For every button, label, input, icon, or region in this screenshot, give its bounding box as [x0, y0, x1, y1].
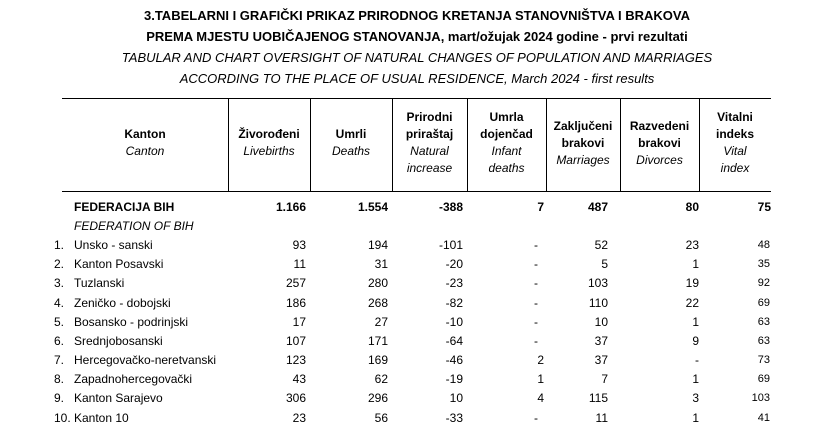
cell-vital-index: 103	[751, 392, 770, 404]
cell-livebirths: 17	[292, 315, 306, 329]
row-name: Kanton Sarajevo	[74, 391, 163, 405]
cell-infant-deaths: -	[534, 238, 538, 252]
cell-livebirths: 123	[285, 353, 306, 367]
row-name-en: FEDERATION OF BIH	[74, 219, 194, 233]
cell-vital-index: 92	[757, 277, 770, 289]
cell-deaths: 1.554	[357, 200, 388, 214]
row-number: 7.	[54, 353, 65, 367]
row-number: 8.	[54, 372, 65, 386]
cell-infant-deaths: -	[534, 411, 538, 425]
cell-deaths: 171	[367, 334, 388, 348]
cell-divorces: 1	[692, 372, 699, 386]
cell-infant-deaths: 2	[537, 353, 544, 367]
cell-divorces: 22	[685, 296, 699, 310]
row-number: 6.	[54, 334, 65, 348]
cell-natural-increase: -10	[445, 315, 463, 329]
cell-marriages: 5	[601, 257, 608, 271]
row-name: Hercegovačko-neretvanski	[74, 353, 217, 367]
table-row	[0, 351, 834, 370]
cell-deaths: 31	[374, 257, 388, 271]
cell-divorces: 1	[692, 315, 699, 329]
cell-divorces: 9	[692, 334, 699, 348]
table-row	[0, 313, 834, 332]
cell-livebirths: 93	[292, 238, 306, 252]
cell-vital-index: 41	[757, 412, 770, 424]
table-header-border	[62, 191, 771, 192]
cell-vital-index: 75	[757, 200, 771, 214]
table-row	[0, 294, 834, 313]
cell-infant-deaths: -	[534, 296, 538, 310]
row-number: 10.	[54, 411, 71, 425]
table-row-total-en	[0, 217, 834, 236]
row-number: 2.	[54, 257, 65, 271]
row-number: 4.	[54, 296, 65, 310]
row-name: Zeničko - dobojski	[74, 296, 171, 310]
cell-deaths: 280	[367, 276, 388, 290]
cell-infant-deaths: -	[534, 276, 538, 290]
cell-livebirths: 257	[285, 276, 306, 290]
row-number: 9.	[54, 391, 65, 405]
header-deaths: Umrli Deaths	[331, 127, 371, 158]
cell-vital-index: 69	[757, 297, 770, 309]
table-top-border	[62, 98, 771, 99]
row-name: FEDERACIJA BIH	[74, 200, 175, 214]
header-vital-index: Vitalni indeks Vital index	[715, 110, 754, 175]
cell-infant-deaths: -	[534, 315, 538, 329]
cell-natural-increase: 10	[449, 391, 463, 405]
table-row-total	[0, 198, 834, 217]
cell-livebirths: 11	[293, 257, 306, 271]
cell-marriages: 7	[601, 372, 608, 386]
row-name: Kanton Posavski	[74, 257, 164, 271]
cell-deaths: 194	[367, 238, 388, 252]
cell-marriages: 52	[594, 238, 608, 252]
cell-marriages: 487	[587, 200, 608, 214]
header-canton: Kanton Canton	[124, 127, 166, 158]
cell-marriages: 115	[588, 391, 608, 405]
cell-livebirths: 43	[292, 372, 306, 386]
cell-infant-deaths: 1	[537, 372, 544, 386]
cell-natural-increase: -33	[445, 411, 463, 425]
cell-livebirths: 23	[292, 411, 306, 425]
cell-divorces: 1	[692, 257, 699, 271]
row-number: 3.	[54, 276, 65, 290]
cell-deaths: 56	[374, 411, 388, 425]
cell-infant-deaths: 7	[537, 200, 544, 214]
row-name: Kanton 10	[74, 411, 129, 425]
cell-natural-increase: -82	[445, 296, 463, 310]
cell-natural-increase: -388	[438, 200, 463, 214]
title-line-1: 3.TABELARNI I GRAFIČKI PRIKAZ PRIRODNOG KRETANJA STANOVNIŠTVA I BRAKOVA	[143, 8, 690, 23]
cell-natural-increase: -101	[438, 238, 463, 252]
row-name: Srednjobosanski	[74, 334, 163, 348]
header-natural-increase: Prirodni priraštaj Natural increase	[405, 110, 454, 175]
cell-divorces: 23	[685, 238, 699, 252]
cell-divorces: 1	[692, 411, 699, 425]
cell-natural-increase: -23	[445, 276, 463, 290]
cell-vital-index: 48	[757, 239, 770, 251]
table-row	[0, 370, 834, 389]
cell-livebirths: 186	[285, 296, 306, 310]
cell-marriages: 37	[594, 353, 608, 367]
cell-marriages: 110	[588, 296, 608, 310]
cell-marriages: 11	[595, 411, 608, 425]
cell-livebirths: 1.166	[275, 200, 306, 214]
title-line-2: PREMA MJESTU UOBIČAJENOG STANOVANJA, mart/ožujak 2024 godine - prvi rezultati	[146, 29, 688, 44]
cell-marriages: 37	[594, 334, 608, 348]
header-divorces: Razvedeni brakovi Divorces	[629, 119, 690, 167]
table-row	[0, 236, 834, 255]
cell-deaths: 296	[367, 391, 388, 405]
cell-deaths: 27	[374, 315, 388, 329]
table-row	[0, 255, 834, 274]
cell-vital-index: 63	[757, 335, 770, 347]
title-line-3: TABULAR AND CHART OVERSIGHT OF NATURAL CHANGES OF POPULATION AND MARRIAGES	[121, 50, 713, 65]
cell-marriages: 103	[587, 276, 608, 290]
header-livebirths: Živorođeni Livebirths	[238, 127, 300, 158]
cell-infant-deaths: 4	[537, 391, 544, 405]
table-row	[0, 389, 834, 408]
row-name: Tuzlanski	[74, 276, 125, 290]
header-infant-deaths: Umrla dojenčad Infant deaths	[480, 110, 533, 175]
cell-natural-increase: -46	[445, 353, 463, 367]
cell-vital-index: 35	[757, 258, 770, 270]
row-name: Zapadnohercegovački	[74, 372, 193, 386]
cell-vital-index: 63	[757, 316, 770, 328]
cell-natural-increase: -64	[445, 334, 463, 348]
cell-vital-index: 73	[757, 354, 770, 366]
cell-divorces: 80	[685, 200, 699, 214]
cell-infant-deaths: -	[534, 257, 538, 271]
cell-divorces: 19	[685, 276, 699, 290]
table-row	[0, 409, 834, 428]
cell-infant-deaths: -	[534, 334, 538, 348]
cell-divorces: 3	[692, 391, 699, 405]
cell-livebirths: 306	[285, 391, 306, 405]
cell-deaths: 62	[374, 372, 388, 386]
cell-natural-increase: -19	[445, 372, 463, 386]
title-line-4: ACCORDING TO THE PLACE OF USUAL RESIDENCE, March 2024 - first results	[179, 71, 655, 86]
row-number: 1.	[54, 238, 65, 252]
cell-deaths: 169	[367, 353, 388, 367]
cell-vital-index: 69	[757, 373, 770, 385]
row-number: 5.	[54, 315, 65, 329]
cell-deaths: 268	[367, 296, 388, 310]
cell-livebirths: 107	[285, 334, 306, 348]
cell-divorces: -	[695, 353, 699, 367]
cell-natural-increase: -20	[445, 257, 463, 271]
row-name: Bosansko - podrinjski	[74, 315, 189, 329]
table-row	[0, 332, 834, 351]
cell-marriages: 10	[594, 315, 608, 329]
row-name: Unsko - sanski	[74, 238, 153, 252]
table-row	[0, 274, 834, 293]
header-marriages: Zaključeni brakovi Marriages	[553, 119, 613, 167]
